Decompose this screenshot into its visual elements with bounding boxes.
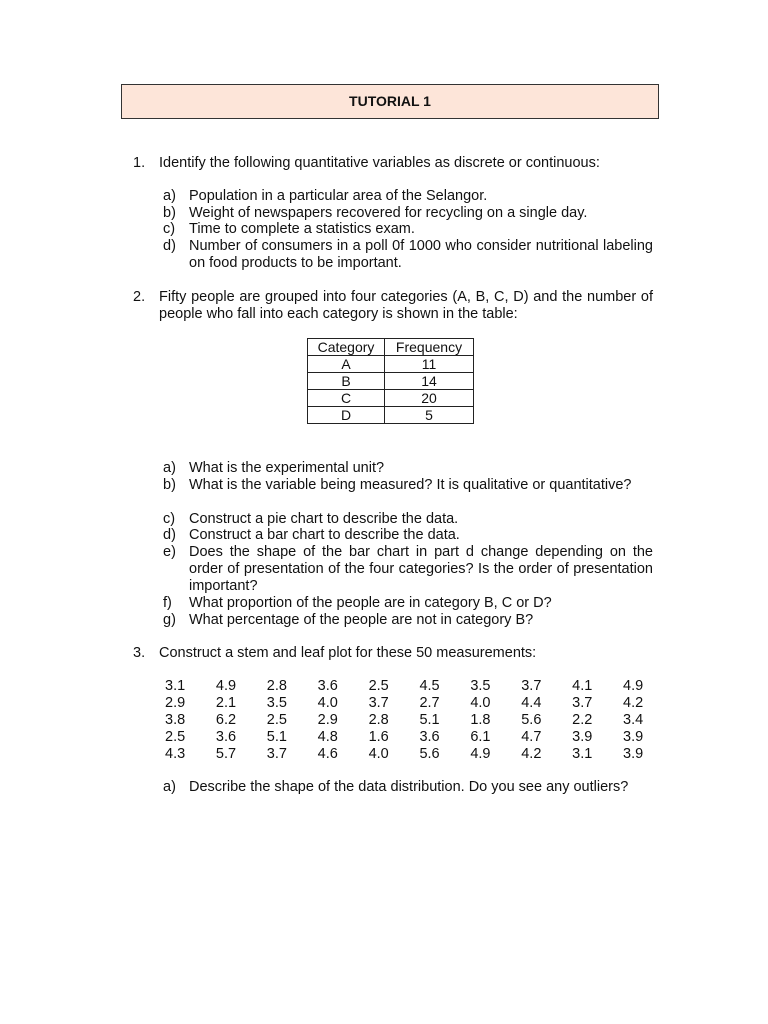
table-cell: D: [308, 407, 385, 424]
measurement-value: 3.9: [623, 746, 644, 762]
item-label: b): [163, 477, 176, 493]
measurement-value: 2.9: [317, 712, 338, 728]
item-text: Population in a particular area of the Selangor.: [189, 188, 488, 204]
item-text: What percentage of the people are not in category B?: [189, 612, 534, 628]
measurement-value: 5.6: [521, 712, 542, 728]
table-cell: A: [308, 356, 385, 373]
item-text: What proportion of the people are in category B, C or D?: [189, 595, 552, 611]
item-text: Construct a pie chart to describe the data.: [189, 511, 459, 527]
measurement-value: 2.2: [572, 712, 593, 728]
item-label: a): [163, 460, 176, 476]
item-text: Number of consumers in a poll 0f 1000 who consider nutritional labeling on food products to be important.: [189, 238, 653, 271]
table-cell: 14: [385, 373, 474, 390]
question-text: Fifty people are grouped into four categories (A, B, C, D) and the number of people who fall into each category is shown in the table:: [159, 289, 653, 322]
measurement-value: 5.1: [266, 729, 287, 745]
measurement-value: 4.7: [521, 729, 542, 745]
measurement-value: 3.7: [521, 678, 542, 694]
item-label: e): [163, 544, 176, 560]
table-cell: 5: [385, 407, 474, 424]
item-text: What is the variable being measured? It is qualitative or quantitative?: [189, 477, 632, 493]
measurement-value: 6.1: [470, 729, 491, 745]
item-label: g): [163, 612, 176, 628]
table-cell: C: [308, 390, 385, 407]
measurement-value: 6.2: [215, 712, 237, 728]
item-label: d): [163, 238, 176, 254]
measurement-value: 3.4: [623, 712, 644, 728]
measurement-value: 4.0: [368, 746, 389, 762]
measurement-value: 4.3: [165, 746, 186, 762]
measurement-value: 4.6: [317, 746, 338, 762]
table-row: [308, 356, 474, 373]
measurement-value: 1.8: [470, 712, 491, 728]
measurement-value: 2.8: [266, 678, 287, 694]
item-text: Does the shape of the bar chart in part d change depending on the order of presentation of the four categories? Is the order of presentation important?: [189, 544, 653, 594]
measurement-value: 1.6: [368, 729, 389, 745]
item-label: c): [163, 511, 176, 527]
table-cell: B: [308, 373, 385, 390]
measurement-value: 4.4: [521, 695, 542, 711]
table-cell: 20: [385, 390, 474, 407]
measurement-value: 3.6: [419, 729, 440, 745]
measurement-value: 4.5: [419, 678, 440, 694]
table-header-row: [308, 339, 474, 356]
measurement-value: 4.9: [215, 678, 237, 694]
measurement-value: 3.7: [266, 746, 287, 762]
measurement-value: 5.1: [419, 712, 440, 728]
measurements-grid: [165, 678, 655, 763]
measurement-value: 3.7: [368, 695, 389, 711]
item-text: Weight of newspapers recovered for recycling on a single day.: [189, 205, 588, 221]
item-label: a): [163, 188, 176, 204]
question-number: 2.: [133, 289, 146, 305]
measurement-value: 5.6: [419, 746, 440, 762]
question-number: 1.: [133, 155, 146, 171]
measurement-value: 4.0: [470, 695, 491, 711]
question-text: Identify the following quantitative variables as discrete or continuous:: [159, 155, 600, 171]
column-header: Frequency: [385, 339, 474, 356]
measurement-value: 2.7: [419, 695, 440, 711]
measurement-value: 3.5: [266, 695, 287, 711]
measurement-value: 2.8: [368, 712, 389, 728]
measurement-value: 2.1: [215, 695, 237, 711]
measurement-value: 5.7: [215, 746, 237, 762]
frequency-table: [307, 338, 474, 424]
item-label: d): [163, 527, 176, 543]
measurement-value: 4.0: [317, 695, 338, 711]
question-number: 3.: [133, 645, 146, 661]
measurement-value: 3.6: [215, 729, 237, 745]
measurement-value: 3.9: [623, 729, 644, 745]
measurement-value: 4.8: [317, 729, 338, 745]
column-header: Category: [308, 339, 385, 356]
item-label: f): [163, 595, 172, 611]
measurement-value: 3.5: [470, 678, 491, 694]
measurement-value: 4.9: [470, 746, 491, 762]
item-text: Describe the shape of the data distribution. Do you see any outliers?: [189, 779, 629, 795]
measurement-value: 4.2: [623, 695, 644, 711]
item-text: What is the experimental unit?: [189, 460, 385, 476]
measurement-value: 4.1: [572, 678, 593, 694]
table-row: [308, 407, 474, 424]
measurement-value: 4.9: [623, 678, 644, 694]
measurement-value: 3.1: [572, 746, 593, 762]
item-label: b): [163, 205, 176, 221]
measurement-value: 3.6: [317, 678, 338, 694]
measurement-value: 3.8: [165, 712, 186, 728]
question-text: Construct a stem and leaf plot for these 50 measurements:: [159, 645, 537, 661]
measurement-value: 3.9: [572, 729, 593, 745]
page-title: TUTORIAL 1: [121, 84, 659, 119]
measurement-value: 4.2: [521, 746, 542, 762]
item-text: Construct a bar chart to describe the data.: [189, 527, 460, 543]
item-label: a): [163, 779, 176, 795]
table-row: [308, 390, 474, 407]
item-text: Time to complete a statistics exam.: [189, 221, 415, 237]
measurement-value: 2.5: [368, 678, 389, 694]
measurement-value: 2.9: [165, 695, 186, 711]
table-row: [308, 373, 474, 390]
measurement-value: 3.7: [572, 695, 593, 711]
table-cell: 11: [385, 356, 474, 373]
measurement-value: 3.1: [165, 678, 186, 694]
measurement-value: 2.5: [165, 729, 186, 745]
measurement-value: 2.5: [266, 712, 287, 728]
item-label: c): [163, 221, 176, 237]
